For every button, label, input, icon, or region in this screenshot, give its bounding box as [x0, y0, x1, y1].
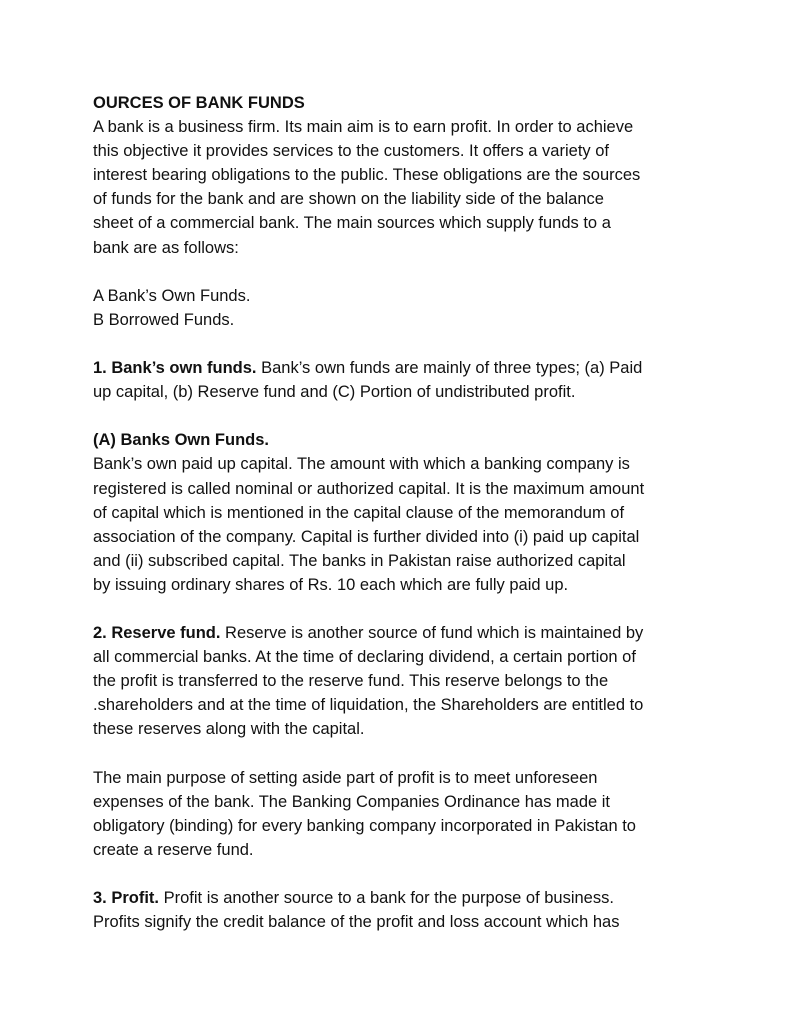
intro-line: interest bearing obligations to the public. These obligations are the sources	[93, 166, 641, 185]
intro-line: of funds for the bank and are shown on the liability side of the balance	[93, 190, 604, 209]
list-item: A Bank’s Own Funds.	[93, 286, 251, 305]
paragraph-spacer	[93, 862, 713, 886]
paragraph-line: expenses of the bank. The Banking Companies Ordinance has made it	[93, 792, 611, 811]
section-line: these reserves along with the capital.	[93, 720, 365, 739]
paragraph-spacer	[93, 404, 713, 428]
section-line: Bank’s own paid up capital. The amount with which a banking company is	[93, 455, 630, 474]
intro-line: this objective it provides services to the customers. It offers a variety of	[93, 142, 609, 161]
section-heading: (A) Banks Own Funds.	[93, 431, 270, 450]
purpose-paragraph	[93, 766, 713, 862]
section-reserve-fund	[93, 621, 713, 741]
section-line: Profits signify the credit balance of the profit and loss account which has	[93, 913, 620, 932]
list-item: B Borrowed Funds.	[93, 310, 235, 329]
document-page	[93, 91, 713, 934]
intro-line: sheet of a commercial bank. The main sources which supply funds to a	[93, 214, 611, 233]
section-line: by issuing ordinary shares of Rs. 10 each which are fully paid up.	[93, 575, 569, 594]
section-line: association of the company. Capital is further divided into (i) paid up capital	[93, 527, 640, 546]
intro-line: bank are as follows:	[93, 238, 239, 257]
paragraph-line: create a reserve fund.	[93, 840, 254, 859]
section-lead-text: Reserve is another source of fund which is maintained by	[220, 624, 644, 643]
section-line: the profit is transferred to the reserve fund. This reserve belongs to the	[93, 672, 609, 691]
section-line: and (ii) subscribed capital. The banks in Pakistan raise authorized capital	[93, 551, 626, 570]
section-line: up capital, (b) Reserve fund and (C) Portion of undistributed profit.	[93, 383, 576, 402]
intro-paragraph	[93, 115, 713, 260]
section-first-line	[93, 356, 713, 380]
section-banks-own-funds	[93, 428, 713, 597]
paragraph-spacer	[93, 742, 713, 766]
section-lead-text: Bank’s own funds are mainly of three types; (a) Paid	[256, 359, 643, 378]
paragraph-line: The main purpose of setting aside part of profit is to meet unforeseen	[93, 768, 598, 787]
paragraph-spacer	[93, 260, 713, 284]
section-line: registered is called nominal or authorized capital. It is the maximum amount	[93, 479, 645, 498]
section-profit	[93, 886, 713, 934]
section-heading: 2. Reserve fund.	[93, 624, 221, 643]
section-own-funds	[93, 356, 713, 404]
section-line: .shareholders and at the time of liquidation, the Shareholders are entitled to	[93, 696, 644, 715]
section-heading: 3. Profit.	[93, 889, 160, 908]
fund-types-list	[93, 284, 713, 332]
section-first-line	[93, 886, 713, 910]
section-line: of capital which is mentioned in the capital clause of the memorandum of	[93, 503, 625, 522]
section-line: all commercial banks. At the time of declaring dividend, a certain portion of	[93, 648, 636, 667]
intro-line: A bank is a business firm. Its main aim is to earn profit. In order to achieve	[93, 118, 634, 137]
paragraph-spacer	[93, 332, 713, 356]
section-lead-text: Profit is another source to a bank for the purpose of business.	[159, 889, 614, 908]
paragraph-line: obligatory (binding) for every banking company incorporated in Pakistan to	[93, 816, 636, 835]
section-heading: 1. Bank’s own funds.	[93, 359, 257, 378]
paragraph-spacer	[93, 597, 713, 621]
section-first-line	[93, 621, 713, 645]
document-title: OURCES OF BANK FUNDS	[93, 94, 305, 112]
